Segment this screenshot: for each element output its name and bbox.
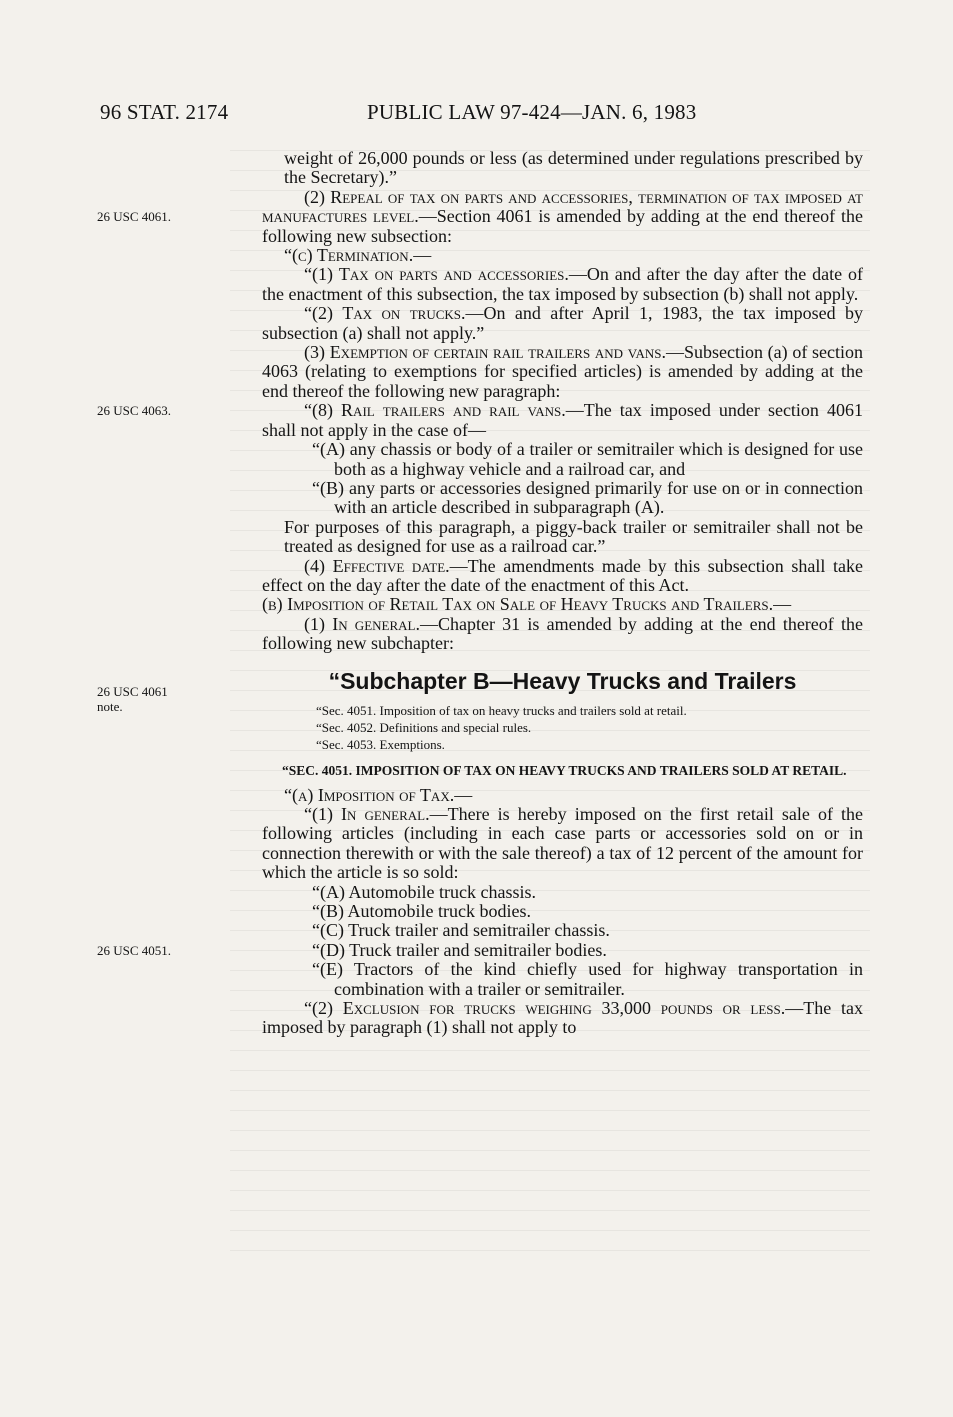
para-heading: Tax on parts and accessories. bbox=[338, 264, 569, 285]
para-number: “(1) bbox=[304, 803, 342, 824]
para-heading: “(a) Imposition of Tax. bbox=[284, 784, 455, 805]
para-heading: Repeal of tax on parts and accessories, termination of tax imposed at manufactures level. bbox=[262, 186, 863, 227]
para-number: (1) bbox=[304, 613, 333, 634]
table-of-sections bbox=[262, 702, 863, 753]
para-heading: Effective date. bbox=[332, 555, 450, 576]
para-text: —There is hereby imposed on the first retail sale of the following articles (including in each case parts or accessories sold on or in connection therewith or with the sale thereof) a tax of 12 percent of the amount for which the article is so sold: bbox=[262, 803, 863, 883]
para-text: —On and after April 1, 1983, the tax imposed by subsection (a) shall not apply.” bbox=[262, 303, 864, 343]
public-law-title: PUBLIC LAW 97-424—JAN. 6, 1983 bbox=[367, 100, 697, 124]
para-text: —The amendments made by this subsection shall take effect on the day after the date of the enactment of this Act. bbox=[262, 555, 863, 595]
margin-citation-line: 26 USC 4061 bbox=[97, 684, 168, 699]
paragraph bbox=[262, 557, 863, 596]
para-text: — bbox=[454, 784, 473, 805]
para-number: (3) bbox=[304, 342, 330, 363]
paragraph: weight of 26,000 pounds or less (as determined under regulations prescribed by the Secretary).” bbox=[284, 148, 863, 188]
subchapter-title: “Subchapter B—Heavy Trucks and Trailers bbox=[328, 667, 797, 694]
para-text: —Chapter 31 is amended by adding at the end thereof the following new subchapter: bbox=[262, 613, 863, 654]
paragraph bbox=[262, 595, 863, 614]
para-heading: Rail trailers and rail vans. bbox=[341, 400, 566, 421]
para-text: — bbox=[773, 594, 792, 615]
list-item: “(D) Truck trailer and semitrailer bodies. bbox=[312, 939, 607, 960]
para-heading: In general. bbox=[341, 803, 430, 824]
para-heading: Tax on trucks. bbox=[342, 303, 466, 324]
toc-entry: “Sec. 4051. Imposition of tax on heavy trucks and trailers sold at retail. bbox=[316, 702, 687, 718]
para-number: “(2) bbox=[304, 998, 343, 1019]
paragraph bbox=[262, 188, 863, 246]
paragraph: For purposes of this paragraph, a piggy-back trailer or semitrailer shall not be treated as designed for use as a railroad car.” bbox=[284, 516, 863, 557]
list-item: “(C) Truck trailer and semitrailer chassis. bbox=[312, 920, 610, 941]
paragraph bbox=[262, 304, 863, 343]
para-number: “(2) bbox=[304, 303, 343, 324]
para-number: “(1) bbox=[304, 264, 339, 285]
paragraph bbox=[262, 265, 863, 304]
list-item: “(A) Automobile truck chassis. bbox=[312, 881, 536, 902]
para-text: —On and after the day after the date of the enactment of this subsection, the tax imposed by subsection (b) shall not apply. bbox=[262, 264, 864, 304]
para-number: (4) bbox=[304, 555, 333, 576]
paragraph bbox=[262, 805, 863, 883]
para-heading: In general. bbox=[332, 613, 420, 634]
para-text: —Subsection (a) of section 4063 (relating to exemptions for specified articles) is amended by adding at the end thereof the following new paragraph: bbox=[262, 342, 864, 401]
margin-citation: 26 USC 4063. bbox=[97, 403, 172, 418]
para-heading: (b) Imposition of Retail Tax on Sale of Heavy Trucks and Trailers. bbox=[262, 594, 774, 615]
paragraph: “(B) any parts or accessories designed primarily for use on or in connection with an article described in subparagraph (A). bbox=[312, 477, 863, 518]
statute-text bbox=[262, 149, 863, 1038]
para-heading: Exemption of certain rail trailers and vans. bbox=[329, 342, 666, 363]
statute-page-number: 96 STAT. 2174 bbox=[100, 100, 229, 124]
toc-entry: “Sec. 4052. Definitions and special rules. bbox=[316, 719, 532, 735]
para-text: — bbox=[413, 245, 432, 266]
toc-entry: “Sec. 4053. Exemptions. bbox=[316, 736, 445, 752]
list-item: “(B) Automobile truck bodies. bbox=[312, 901, 531, 921]
margin-citation bbox=[97, 684, 168, 714]
paragraph bbox=[262, 401, 863, 440]
para-text: —The tax imposed by paragraph (1) shall not apply to bbox=[262, 998, 863, 1038]
para-text: —The tax imposed under section 4061 shall not apply in the case of— bbox=[262, 400, 863, 440]
paragraph bbox=[262, 246, 863, 265]
paragraph bbox=[262, 343, 863, 401]
paragraph: “(A) any chassis or body of a trailer or semitrailer which is designed for use both as a highway vehicle and a railroad car, and bbox=[312, 439, 863, 479]
para-text: —Section 4061 is amended by adding at the end thereof the following new subsection: bbox=[262, 206, 863, 246]
paragraph bbox=[262, 786, 863, 805]
margin-citation: 26 USC 4061. bbox=[97, 209, 172, 224]
para-number: (2) bbox=[304, 186, 331, 207]
list-item: “(E) Tractors of the kind chiefly used for highway transportation in combination with a trailer or semitrailer. bbox=[312, 959, 863, 999]
para-heading: “(c) Termination. bbox=[284, 245, 414, 266]
paragraph bbox=[262, 999, 863, 1038]
paragraph bbox=[262, 615, 863, 654]
para-heading: Exclusion for trucks weighing 33,000 pounds or less. bbox=[342, 998, 786, 1019]
para-number: “(8) bbox=[304, 400, 342, 421]
section-heading: “SEC. 4051. IMPOSITION OF TAX ON HEAVY TRUCKS AND TRAILERS SOLD AT RETAIL. bbox=[282, 762, 847, 778]
margin-citation: 26 USC 4051. bbox=[97, 943, 172, 958]
margin-citation-line: note. bbox=[97, 699, 123, 714]
